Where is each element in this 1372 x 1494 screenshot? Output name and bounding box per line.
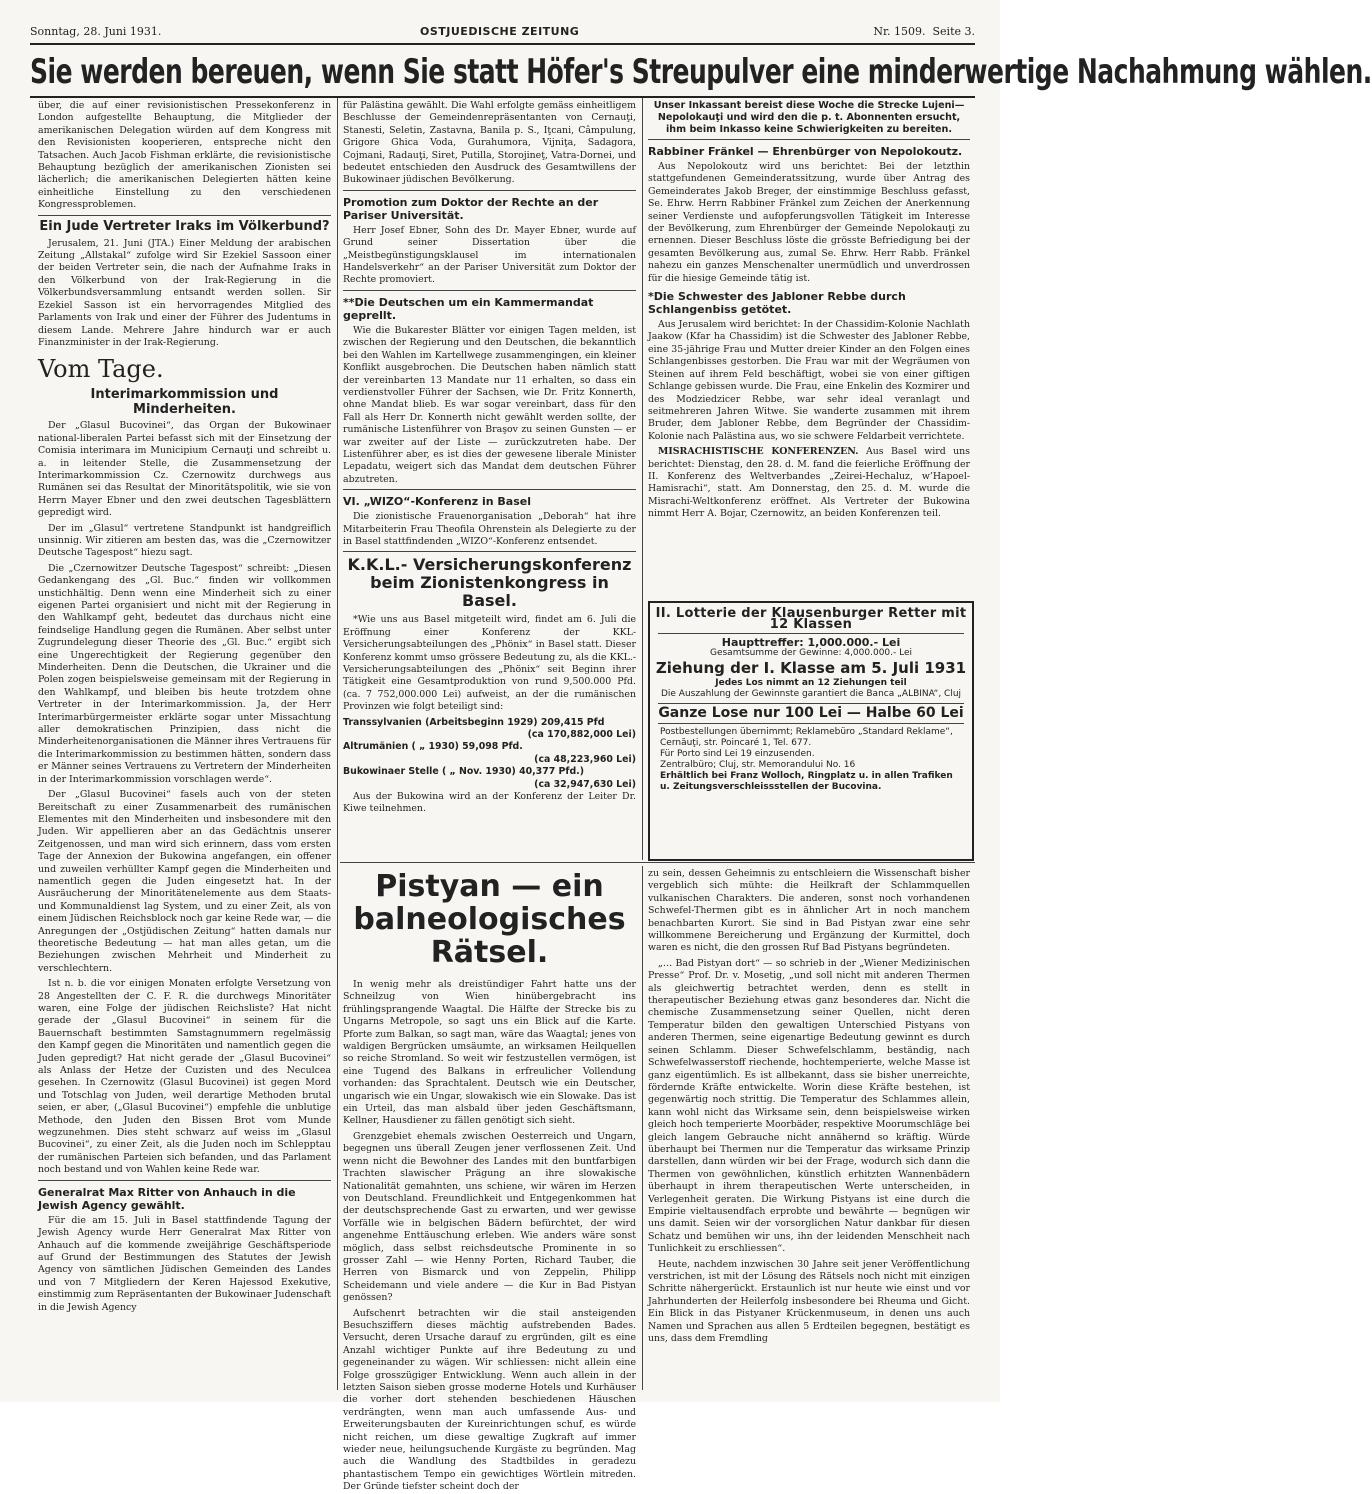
table-row: (ca 32,947,630 Lei) <box>534 778 636 790</box>
lottery-central-office: Zentralbüro; Cluj, str. Memorandului No. 16 <box>660 760 856 770</box>
divider <box>648 139 970 140</box>
fraenkel-headline: Rabbiner Fränkel — Ehrenbürger von Nepolokoutz. <box>648 145 963 158</box>
interim-headline: Interimarkommission und Minderheiten. <box>90 387 279 418</box>
wizo-headline: VI. „WIZO“-Konferenz in Basel <box>343 495 531 509</box>
deutschen-headline: **Die Deutschen um ein Kammermandat geprellt. <box>343 295 594 322</box>
divider <box>658 633 964 634</box>
pistyan-headline: Pistyan — ein balneologisches Rätsel. <box>353 869 626 970</box>
vom-tage-heading: Vom Tage. <box>38 355 164 384</box>
divider <box>343 190 636 191</box>
interim-p1: Der „Glasul Bucovinei“, das Organ der Bukowinaer national-liberalen Partei befasst sich mit der Einsetzung der Comisia interimara im Municipium Cernauţi und schreibt u. a. in leitender Stelle, die Zusammensetzung der Interimarkommission Cz. Czernowitz durchwegs aus Rumänen sei das Resultat der Minoritätspolitik, wie sie von Herrn Mayer Ebner und den zwei deutschen Tagesblättern gepredigt wird. <box>38 420 331 519</box>
irak-headline: Ein Jude Vertreter Iraks im Völkerbund? <box>39 218 330 234</box>
lottery-draws: Jedes Los nimmt an 12 Ziehungen teil <box>715 678 907 688</box>
table-row: Transsylvanien (Arbeitsbeginn 1929) 209,415 Pfd <box>343 716 605 728</box>
interim-p5: Ist n. b. die vor einigen Monaten erfolgte Versetzung von 28 Angestellten der C. F. R. die durchwegs Minoritäter waren, eine Folge der jüdischen Reichsliste? Hat nicht gerade der „Glasul Bucovinei“ in seinem für die Bauernschaft bestimmten Samstagnummern regelmässig den Kampf gegen die Minoritäten und namentlich gegen die Juden gepredigt? Hat nicht gerade der „Glasul Bucovinei“ als Anlass der Hetze der Cuzisten und des Neculcea gesehen. In Czernowitz (Glasul Bucovinei) ist gegen Mord und Totschlag von Juden, weil derartige Methoden brutal seien, er aber, („Glasul Bucovinei“) empfehle die unblutige Methode, den Juden den Bissen Brot vom Munde wegzunehmen. Dies steht schwarz auf weiss im „Glasul Bucovinei“, zu einer Zeit, als die Juden noch im Schlepptau der rumänischen Parteien sich befanden, und das Parlament noch bestand und von Wahlen keine Rede war. <box>38 978 331 1176</box>
lottery-draw-date: Ziehung der I. Klasse am 5. Juli 1931 <box>655 659 967 677</box>
fraenkel-text: Aus Nepolokoutz wird uns berichtet: Bei der letzthin stattgefundenen Gemeinderatssitzung, wurde über Antrag des Gemeinderates Jakob Breger, der einstimmige Beschluss gefasst, Se. Ehrw. Herrn Rabbiner Fränkel zum Zeichen der Anerkennung seiner Verdienste und aufopferungsvollen Tätigkeit im Interesse der Bevölkerung, zum Ehrenbürger der Gemeinde Nepolokauţi zu ernennen. Dieser Beschluss löste die grösste Befriedigung bei der gesamten Bevölkerung aus, zumal Se. Ehrw. Herr Rabb. Fränkel nahezu ein ganzes Menschenalter unermüdlich und unverdrossen für die hiesige Gemeinde tätig ist. <box>648 161 970 284</box>
banner-ad: Sie werden bereuen, wenn Sie statt Höfer's Streupulver eine minderwertige Nachahmung wählen. <box>30 52 1372 92</box>
lottery-total: Gesamtsumme der Gewinne: 4,000.000.- Lei <box>709 648 913 658</box>
page-header <box>30 25 975 41</box>
irak-text: Jerusalem, 21. Juni (JTA.) Einer Meldung der arabischen Zeitung „Allstakal“ zufolge wird Sir Ezekiel Sassoon einer der beiden Vertreter sein, die nach der Aufnahme Iraks in den Völkerbund von der Irak-Regierung in die Völkerbundsversammlung entsandt werden sollen. Sir Ezekiel Sasson ist ein hervorragendes Mitglied des Parlaments von Irak und einer der Führer des Judentums in diesem Lande. Mehrere Jahre hindurch war er auch Finanzminister in der Irak-Regierung. <box>38 237 331 348</box>
divider <box>38 1180 331 1181</box>
misrachi-text: MISRACHISTISCHE KONFERENZEN. Aus Basel wird uns berichtet: Dienstag, den 28. d. M. fand die feierliche Eröffnung der II. Konferenz des Weltverbandes „Zeirei-Hechaluz, w’Hapoel-Hamisrachi“, statt. Am Donnerstag, den 25. d. M. wurde die Misrachi-Weltkonferenz eröffnet. Als Vertreter der Bukowina nimmt Herr A. Bojar, Czernowitz, an beiden Konferenzen teil. <box>648 446 970 520</box>
pistyan-p3: Aufschenrt betrachten wir die stail ansteigenden Besuchsziffern dieses mächtig aufstrebenden Bades. Versucht, deren Ursache darauf zu ergründen, gilt es eine Anzahl wichtiger Punkte auf ihre Bedeutung zu und gegeneinander zu wägen. Wir schliessen: nicht allein eine Folge grosszügiger Entwicklung. Wenn auch allein in der letzten Saison sieben grosse moderne Hotels und Kurhäuser die vorher dort stehenden beschiedenen Häuschen verdrängten, wenn man auch umfassende Aus- und Erweiterungsbauten der Kureinrichtungen schuf, es würde nicht reichen, um diese gewaltige Zugkraft auf immer wieder neue, heilungsuchende Kurgäste zu begründen. Mag auch die Wandlung des Stadtbildes in geradezu phantastischem Tempo ein gewichtiges Wörtlein mitreden. Der Gründe tiefster scheint doch der <box>343 1307 636 1493</box>
col1-intro: über, die auf einer revisionistischen Pressekonferenz in London aufgestellte Behauptung, die Mitglieder der amerikanischen Delegation würden auf dem Kongress mit den Revisionisten kooperieren, entspreche nicht den Tatsachen. Auch Jacob Fishman erklärte, die revisionistische Behauptung bezüglich der amerikanischen Zionisten sei lächerlich; die amerikanischen Delegierten hätten keine einheitliche Einstellung zu den verschiedenen Kongressproblemen. <box>38 100 331 211</box>
pistyan-column-2 <box>648 868 970 1390</box>
divider <box>658 703 964 704</box>
kkl-text: *Wie uns aus Basel mitgeteilt wird, findet am 6. Juli die Eröffnung einer Konferenz der KKL-Versicherungsabteilungen des „Phönix“ in Basel statt. Dieser Konferenz kommt umso grössere Bedeutung zu, als die KKL.-Versicherungsabteilungen des „Phönix“ seit Beginn ihrer Tätigkeit eine Gesamtproduktion von rund 9,500.000 Pfd. (ca. 7 752,000.000 Lei) aufweist, an der die rumänischen Provinzen wie folgt beteiligt sind: <box>343 614 636 713</box>
interim-p4: Der „Glasul Bucovinei“ fasels auch von der steten Bereitschaft zu einer Zusammenarbeit des rumänischen Elementes mit den Minderheiten und insbesondere mit den Juden. Wir appellieren aber an das Gedächtnis unserer Zeitgenossen, und man wird sich erinnern, dass vom ersten Tage der Annexion der Bukowina angefangen, ein offener und zuweilen verhüllter Kampf gegen die Minderheiten und namentlich gegen die Juden eingesetzt hat. In der Ausräucherung der Minoritätenelemente aus dem Staats- und Kommunaldienst lag System, und zu einer Zeit, als von einem Jüdischen Reichsblock noch gar keine Rede war, — die Anregungen der „Ostjüdischen Zeitung“ hatten damals nur theoretische Bedeutung — hat man alles getan, um die Beziehungen zwischen Mehrheit und Minderheit zu verschlechtern. <box>38 789 331 974</box>
lottery-postage: Für Porto sind Lei 19 einzusenden. <box>660 749 815 759</box>
banner-rule <box>30 96 975 98</box>
table-row: (ca 48,223,960 Lei) <box>534 753 636 765</box>
divider <box>343 489 636 490</box>
lottery-title: II. Lotterie der Klausenburger Retter mit 12 Klassen <box>655 606 967 632</box>
pistyan-p6: Heute, nachdem inzwischen 30 Jahre seit jener Veröffentlichung verstrichen, ist mit der Lösung des Rätsels noch nicht mit einzigen Schritte nähergerückt. Erstaunlich ist nur heute wie einst und vor Jahrhunderten der Heilerfolg insbesondere bei Rheuma und Gicht. Ein Blick in das Pistyaner Krückenmuseum, in denen uns auch Namen und Sprachen aus allen 5 Erdteilen begegnen, bestätigt es uns, dass dem Fremdling <box>648 1258 970 1345</box>
column-2 <box>343 100 636 855</box>
table-row: Altrumänien ( „ 1930) 59,098 Pfd. <box>343 741 523 753</box>
deutschen-text: Wie die Bukarester Blätter vor einigen Tagen melden, ist zwischen der Regierung und den Deutschen, die bekanntlich bei den Wahlen im Kartellwege zusammengingen, ein kleiner Konflikt ausgebrochen. Die Deutschen haben nämlich statt der vereinbarten 13 Mandate nur 11 erhalten, so dass ein verdienstvoller Führer der Sachsen, wie Dr. Fritz Konnerth, ohne Mandat blieb. Es war sogar vereinbart, dass für den Fall als Herr Dr. Konnerth nicht gewählt werden sollte, der rumänische Listenführer von Braşov zu seinen Gunsten — er war zweiter auf der Liste — zurückzutreten habe. Der Listenführer aber, es ist dies der gewesene liberale Minister Lepadatu, weigert sich das Mandat dem deutschen Führer abzutreten. <box>343 324 636 485</box>
divider <box>343 290 636 291</box>
column-rule-1 <box>337 98 338 1390</box>
pistyan-p4: zu sein, dessen Geheimnis zu entschleiern die Wissenschaft bisher vergeblich sich mühte: die Heilkraft der Schlammquellen vulkanischen Charakters. Die anderen, sonst noch vorhandenen Schwefel-Thermen gibt es in ähnlicher Art in noch manchem benachbarten Kurort. Sie sind in Bad Pistyan zwar eine sehr willkommene Bereicherung und Ergänzung der Kurmittel, doch waren es nicht, die den grossen Ruf Bad Pistyans begründeten. <box>648 868 970 954</box>
lottery-vendors: Erhältlich bei Franz Wolloch, Ringplatz u. in allen Trafiken u. Zeitungsverschleissstellen der Bucovina. <box>660 771 953 792</box>
pistyan-p2: Grenzgebiet ehemals zwischen Oesterreich und Ungarn, begegnen uns überall Zeugen jener verflossenen Zeit. Und wenn nicht die Bewohner des Landes mit den buntfarbigen Trachten slawischer Prägung an ihre slowakische Nationalität gemahnten, uns schiene, wir wären im Herzen von Deutschland. Freundlichkeit und Entgegenkommen hat der deutschsprechende Gast zu erwarten, und wer gewisse Vorfälle wie in belgischen Bädern befürchtet, der wird angenehme Enttäuschung erleben. Wie anders wäre sonst möglich, dass selbst reichsdeutsche Prominente in so grosser Zahl — wie Henny Porten, Richard Tauber, die Herren von Bismarck und von Zeppelin, Philipp Scheidemann und viele andere — die Kur in Bad Pistyan genössen? <box>343 1130 636 1304</box>
misrachi-headline: MISRACHISTISCHE KONFERENZEN. <box>658 446 859 458</box>
kkl-table <box>343 717 636 791</box>
lottery-guarantee: Die Auszahlung der Gewinnste garantiert die Banca „ALBINA“, Cluj <box>660 689 962 699</box>
kkl-headline: K.K.L.- Versicherungskonferenz beim Zionistenkongress in Basel. <box>347 555 632 611</box>
header-title: OSTJUEDISCHE ZEITUNG <box>420 25 580 38</box>
column-3 <box>648 100 970 595</box>
wizo-text: Die zionistische Frauenorganisation „Deborah“ hat ihre Mitarbeiterin Frau Theofila Ohrenstein als Delegierte zu der in Basel stattfindenden „WIZO“-Konferenz entsendet. <box>343 511 636 547</box>
lottery-price: Ganze Lose nur 100 Lei — Halbe 60 Lei <box>658 705 964 721</box>
schwester-headline: *Die Schwester des Jabloner Rebbe durch Schlangenbiss getötet. <box>648 290 906 317</box>
divider <box>343 551 636 552</box>
header-date: Sonntag, 28. Juni 1931. <box>30 25 162 38</box>
table-row: (ca 170,882,000 Lei) <box>527 729 636 741</box>
lottery-orders: Postbestellungen übernimmt; Reklamebüro „Standard Reklame“, Cernăuţi, str. Poincaré 1, Tel. 677. <box>660 727 953 748</box>
pistyan-column-1 <box>343 868 636 1493</box>
lottery-jackpot: Haupttreffer: 1,000.000.- Lei <box>721 636 901 649</box>
pistyan-p5: „… Bad Pistyan dort“ — so schrieb in der „Wiener Medizinischen Presse“ Prof. Dr. v. Mosetig, „und soll nicht mit anderen Thermen als gleichwertig betrachtet werden, denn es stellt in therapeutischer Beziehung etwas ganz besonderes dar. Nicht die chemische Zusammensetzung seiner Quellen, nicht deren Temperatur bilden den gewaltigen Unterschied Pistyans von anderen Thermen, seine eigenartige Bedeutung gewinnt es durch seinen Schlamm. Dieser Schwefelschlamm, beständig, nach Schwefelwasserstoff riechende, hochtemperierte, welche Masse ist ganz eigentümlich. Es ist allbekannt, dass sie bisher unerreichte, fördernde Kräfte entwickelte. Worin diese Kräfte bestehen, ist gegenwärtig noch strittig. Die Temperatur des Schlammes allein, kann wohl nicht das Wirksame sein, denn beispielsweise wirken gleich hoch temperierte Moorbäder, respektive Moorumschläge bei gleich langem Gebrauche nicht annähernd so kräftig. Würde überhaupt bei Thermen nur die Temperatur das wirksame Prinzip darstellen, dann würden wir bei der Frage, wodurch sich dann die Thermen von gewöhnlichen, künstlich erhitzten Wannenbädern überhaupt in ihrem therapeutischen Werte unterscheiden, in Verlegenheit geraten. Die Wirkung Pistyans ist eine durch die Empirie vieltausendfach erprobte und bewährte — begnügen wir uns damit. Seien wir der vorsorglichen Natur dankbar für diesen Schatz und bemühen wir uns, ihn der leidenden Menschheit nach Tunlichkeit zu erschliessen“. <box>648 957 970 1255</box>
promotion-text: Herr Josef Ebner, Sohn des Dr. Mayer Ebner, wurde auf Grund seiner Dissertation über die „Meistbegünstigungsklausel im internationalen Handelsverkehr“ an der Pariser Universität zum Doktor der Rechte promoviert. <box>343 224 636 286</box>
divider <box>38 215 331 216</box>
lottery-ad <box>648 601 974 861</box>
divider <box>658 723 964 724</box>
anhauch-headline: Generalrat Max Ritter von Anhauch in die Jewish Agency gewählt. <box>38 1185 296 1212</box>
table-row: Bukowinaer Stelle ( „ Nov. 1930) 40,377 Pfd.) <box>343 766 585 778</box>
column-rule-3 <box>642 866 643 1390</box>
kkl-end: Aus der Bukowina wird an der Konferenz der Leiter Dr. Kiwe teilnehmen. <box>343 791 636 815</box>
pistyan-p1: In wenig mehr als dreistündiger Fahrt hatte uns der Schneilzug von Wien hinübergebracht ins frühlingsprangende Waagtal. Die Hälfte der Strecke bis zu Ungarns Metropole, so sagt uns ein Blick auf die Karte. Pforte zum Balkan, so sagt man, wäre das Waagtal; jenes von waldigen Bergrücken umsäumte, an wirksamen Heilquellen so reiche Stromland. So weit wir festzustellen vermögen, ist eine Tugend des Balkans in erfreulicher Vollendung vorhanden: das Sprachtalent. Deutsch wie ein Deutscher, ungarisch wie ein Ungar, slowakisch wie ein Slowake. Das ist ein Urteil, das man alsbald über jeden Geschäftsmann, Kellner, Hausdiener zu fällen genötigt sich sieht. <box>343 979 636 1127</box>
promotion-headline: Promotion zum Doktor der Rechte an der Pariser Universität. <box>343 195 599 222</box>
column-1 <box>38 100 331 1390</box>
interim-p2: Der im „Glasul“ vertretene Standpunkt ist handgreiflich unsinnig. Wir zitieren am besten das, was die „Czernowitzer Deutsche Tagespost“ hiezu sagt. <box>38 522 331 559</box>
schwester-text: Aus Jerusalem wird berichtet: In der Chassidim-Kolonie Nachlath Jaakow (Kfar ha Chassidim) ist die Schwester des Jabloner Rebbe, eine 35-jährige Frau und Mutter dreier Kinder an den Folgen eines Schlangenbisses gestorben. Die Frau war mit der Wegräumen von Steinen auf ihrem Feld beschäftigt, wobei sie von einer giftigen Schlange gebissen wurde. Die Frau, eine Enkelin des Kozmirer und des Modziedzicer Rebbe, war sehr ideal veranlagt und seitmehreren Jahren Witwe. Sie wanderte zusammen mit ihrem Bruder, dem Jabloner Rebbe, dem Begründer der Chassidim-Kolonie nach Palästina aus, wo sie schwere Feldarbeit verrichtete. <box>648 319 970 442</box>
header-issue: Nr. 1509. Seite 3. <box>873 25 975 38</box>
collector-notice: Unser Inkassant bereist diese Woche die Strecke Lujeni—Nepolokauţi und wird den die p. t. Abonnenten ersucht, ihm beim Inkasso keine Schwierigkeiten zu bereiten. <box>653 100 965 135</box>
anhauch-text: Für die am 15. Juli in Basel stattfindende Tagung der Jewish Agency wurde Herr Generalrat Max Ritter von Anhauch auf die kommende zweijährige Geschäftsperiode auf Grund der Bestimmungen des Statutes der Jewish Agency von sämtlichen Jüdischen Gemeinden des Landes und von 7 Mitgliedern der Keren Hajessod Exekutive, einstimmig zum Repräsentanten der Bukowinaer Judenschaft in die Jewish Agency <box>38 1214 331 1313</box>
col2-intro: für Palästina gewählt. Die Wahl erfolgte gemäss einheitligem Beschlusse der Gemeindenrepräsentanten von Cernauţi, Stanesti, Seletin, Zastavna, Banila p. S., Iţcani, Câmpulung, Grigore Ghica Voda, Gurahumora, Vijniţa, Sadagora, Cojmani, Radauţi, Siret, Putilla, Storojineţ, Vatra-Dornei, und bedeutet entschieden den Ausdruck des Gesamtwillens der Bukowinaer jüdischen Bevölkerung. <box>343 100 636 186</box>
interim-p3: Die „Czernowitzer Deutsche Tagespost“ schreibt: „Diesen Gedankengang des „Gl. Buc.“ finden wir vollkommen unstichhältig. Denn wenn eine Minderheit sich zu einer eigenen Partei organisiert und nicht mit der Regierung in den Wahlkampf geht, bedeutet das durchaus nicht eine feindselige Handlung gegen die Rumänen. Aber selbst unter Zugrundelegung dieser Theorie des „Gl. Buc.“ ergibt sich eine Ungerechtigkeit der Regierung gegenüber den Minderheiten. Denn die Deutschen, die Ukrainer und die Polen zogen beispielsweise gemeinsam mit der Regierung in den Wahlkampf, und bleiben bis heute trotzdem ohne Vertreter in der Interimarkommission. Ja, der Herr Interimarbürgermeister erklärte sogar unter Missachtung aller demokratischen Prinzipien, dass nicht die Minderheitenorganisationen die Männer ihres Vertrauens für die Interimarkommission zu bestimmen hätten, sondern dass er Männer seines Vertrauens zu Vertretern der Minderheiten in der Interimarkommission vorschlagen werde“. <box>38 562 331 785</box>
pistyan-top-rule <box>340 862 975 863</box>
header-rule <box>30 43 975 45</box>
column-rule-2 <box>642 98 643 860</box>
